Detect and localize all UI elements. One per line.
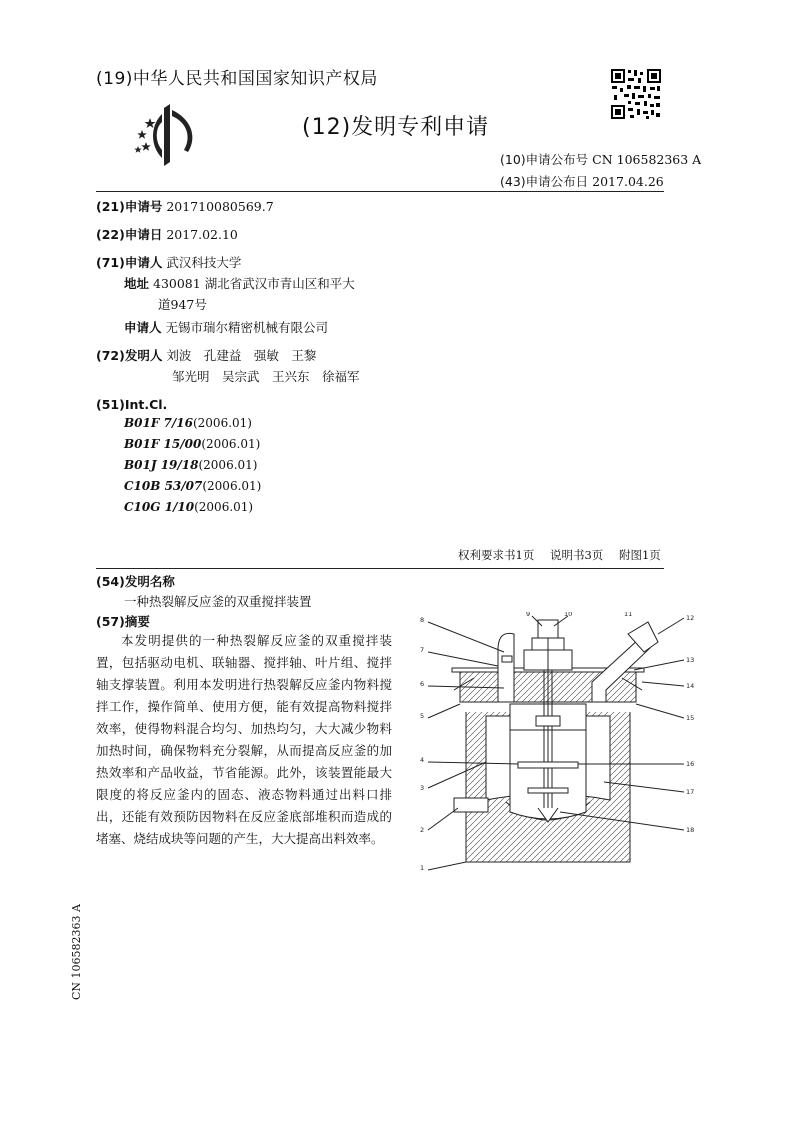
ipc-code: C10G 1/10 [124, 500, 195, 514]
side-publication-code [70, 900, 90, 1000]
figure-label: 1 [420, 864, 425, 872]
application-number [96, 197, 274, 217]
address-line-1: 430081 湖北省武汉市青山区和平大 [153, 276, 355, 291]
inventors-label: (72)发明人 [96, 348, 163, 363]
abstract-text: 本发明提供的一种热裂解反应釜的双重搅拌装置，包括驱动电机、联轴器、搅拌轴、叶片组、搅拌轴支撑装置。利用本发明进行热裂解反应釜内物料搅拌工作，操作简单、使用方便，能有效提高物料搅拌效率，使得物料混合均匀、加热均匀，大大减少物料加热时间，确保物料充分裂解，从而提高反应釜的加热效率和产品收益，节省能源。此外，该装置能最大限度的将反应釜内的固态、液态物料通过出料口排出，还能有效预防因物料在反应釜底部堆积而造成的堵塞、烧结成块等问题的产生，大大提高出料效率。 [96, 633, 392, 846]
publication-number-value: CN 106582363 A [592, 152, 702, 167]
document-type: (12)发明专利申请 [302, 115, 490, 140]
ipc-version: (2006.01) [194, 500, 254, 514]
address-label: 地址 [124, 276, 150, 291]
abstract-label [96, 612, 150, 632]
figure-label: 3 [420, 784, 425, 792]
inventors-line-2 [172, 367, 360, 387]
address-line-2 [158, 295, 207, 315]
figure-label: 4 [420, 756, 425, 764]
ipc-code: C10B 53/07 [124, 479, 203, 493]
figure-label: 5 [420, 712, 425, 720]
page-counts [458, 547, 673, 563]
int-cl [96, 395, 167, 415]
figure-label: 11 [624, 612, 633, 618]
claims-pages: 权利要求书1页 [458, 548, 535, 562]
ipc-version: (2006.01) [201, 437, 261, 451]
inventors-line-2-value: 邹光明 吴宗武 王兴东 徐福军 [172, 369, 360, 384]
ipc-code: B01F 7/16 [124, 416, 193, 430]
application-date [96, 225, 238, 245]
applicant-label: (71)申请人 [96, 255, 163, 270]
ipc-entry [124, 458, 257, 472]
ipc-version: (2006.01) [202, 479, 262, 493]
figure-label: 2 [420, 826, 425, 834]
application-date-label: (22)申请日 [96, 227, 163, 242]
inventors [96, 346, 316, 366]
figure-label: 12 [686, 614, 695, 622]
figure-label: 9 [526, 612, 531, 618]
applicant [96, 253, 241, 273]
applicant-value: 武汉科技大学 [166, 255, 242, 270]
ipc-entry [124, 500, 253, 514]
figure-label: 8 [420, 616, 425, 624]
publication-number [500, 150, 701, 168]
inventors-line-1: 刘波 孔建益 强敏 王黎 [166, 348, 317, 363]
applicant-2-value: 无锡市瑞尔精密机械有限公司 [165, 320, 329, 335]
ipc-entry [124, 416, 252, 430]
title-label-text: (54)发明名称 [96, 574, 175, 589]
title-label [96, 572, 175, 592]
figure-label: 16 [686, 760, 695, 768]
application-number-value: 201710080569.7 [166, 199, 274, 214]
address-line-2-value: 道947号 [158, 297, 207, 312]
abstract-label-text: (57)摘要 [96, 614, 150, 629]
figure-pages: 附图1页 [618, 548, 661, 562]
section-divider [96, 568, 664, 569]
ipc-code: B01J 19/18 [124, 458, 199, 472]
qr-code-icon [610, 68, 662, 120]
figure-label: 6 [420, 680, 425, 688]
figure-label: 15 [686, 714, 695, 722]
address [124, 274, 355, 294]
figure-label: 17 [686, 788, 695, 796]
cnipa-logo-icon [128, 100, 208, 172]
side-publication-code-text: CN 106582363 A [70, 904, 83, 1000]
application-date-value: 2017.02.10 [166, 227, 238, 242]
figure-label: 7 [420, 646, 425, 654]
ipc-version: (2006.01) [198, 458, 258, 472]
invention-title [124, 592, 312, 612]
figure-label: 10 [564, 612, 573, 618]
application-number-label: (21)申请号 [96, 199, 163, 214]
figure-label: 18 [686, 826, 695, 834]
header-divider [96, 191, 664, 192]
figure-label: 14 [686, 682, 695, 690]
ipc-entry [124, 437, 260, 451]
office-name: (19)中华人民共和国国家知识产权局 [96, 69, 378, 89]
ipc-code: B01F 15/00 [124, 437, 202, 451]
int-cl-label: (51)Int.Cl. [96, 397, 168, 412]
applicant-2 [124, 318, 328, 338]
publication-date-value: 2017.04.26 [592, 174, 664, 189]
figure-label: 13 [686, 656, 695, 664]
ipc-entry [124, 479, 261, 493]
description-pages: 说明书3页 [549, 548, 604, 562]
publication-date-label: (43)申请公布日 [500, 174, 589, 189]
publication-date [500, 172, 664, 190]
reactor-drawing [414, 612, 704, 874]
ipc-version: (2006.01) [192, 416, 252, 430]
applicant-2-label: 申请人 [124, 320, 162, 335]
invention-title-text: 一种热裂解反应釜的双重搅拌装置 [124, 594, 312, 609]
publication-number-label: (10)申请公布号 [500, 152, 589, 167]
